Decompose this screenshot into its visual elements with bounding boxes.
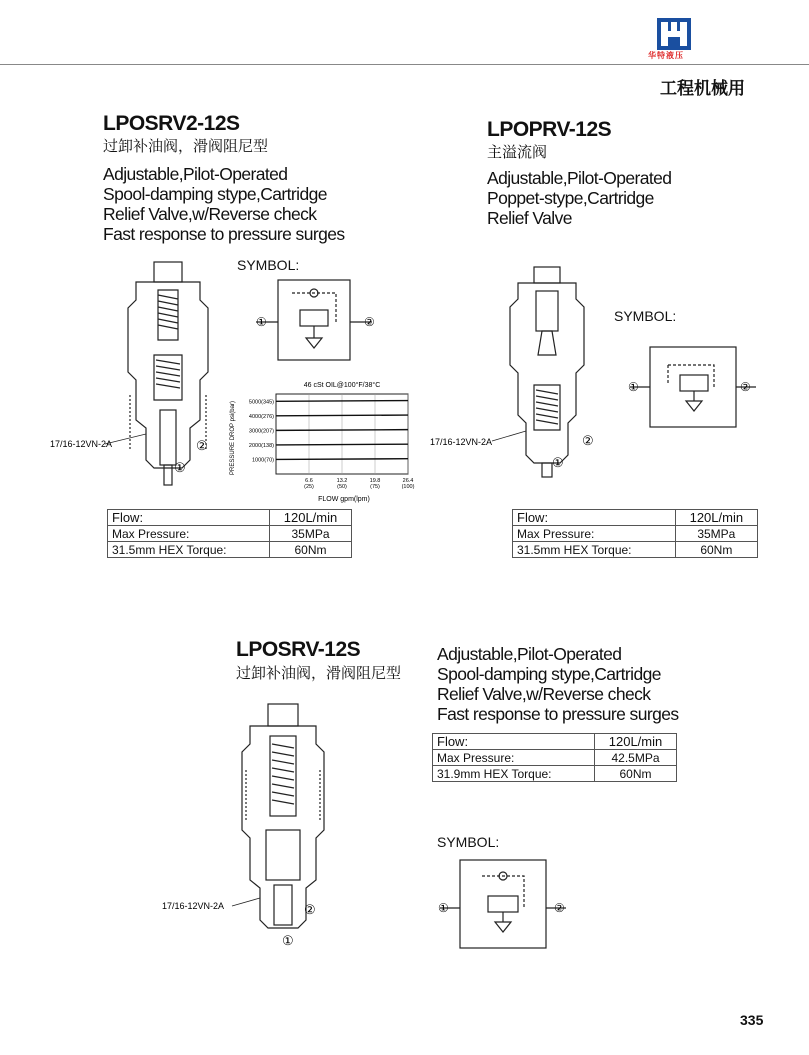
port-1-label: ① xyxy=(552,455,564,470)
product2-name-cn: 主溢流阀 xyxy=(487,144,548,161)
spec-row xyxy=(108,510,352,526)
chart-series-line xyxy=(276,415,408,416)
spec-row xyxy=(433,734,677,750)
spec-value: 60Nm xyxy=(675,542,757,558)
product2-valve-drawing xyxy=(430,265,600,480)
desc-line: Relief Valve,w/Reverse check xyxy=(437,684,651,704)
y-tick-label: 3000(207) xyxy=(248,428,274,435)
spec-label: Flow: xyxy=(433,734,595,750)
product1-symbol-label: SYMBOL: xyxy=(237,257,300,273)
x-tick-label: 6.6 xyxy=(305,478,313,484)
product1-description xyxy=(103,164,344,244)
x-tick-sublabel: (100) xyxy=(401,484,415,490)
port-1-label: ① xyxy=(256,315,267,329)
port-2-label: ② xyxy=(582,433,594,448)
thread-label: 17/16-12VN-2A xyxy=(50,439,113,449)
y-tick-label: 4000(276) xyxy=(248,413,274,420)
x-tick-sublabel: (50) xyxy=(337,484,347,490)
desc-line: Fast response to pressure surges xyxy=(103,224,345,244)
product3-model: LPOSRV-12S xyxy=(236,638,361,661)
chart-series-line xyxy=(276,459,408,460)
product3-spec-table xyxy=(432,733,677,782)
port-2-label: ② xyxy=(304,902,316,917)
product1-spec-table xyxy=(107,509,352,558)
product3-name-cn: 过卸补油阀，滑阀阻尼型 xyxy=(236,665,402,682)
spec-label: 31.5mm HEX Torque: xyxy=(108,542,270,558)
product1-name-cn: 过卸补油阀，滑阀阻尼型 xyxy=(103,138,269,155)
spec-row xyxy=(433,750,677,766)
spec-value: 35MPa xyxy=(675,526,757,542)
spec-row xyxy=(433,766,677,782)
port-2-label: ② xyxy=(196,438,208,453)
spec-value: 35MPa xyxy=(270,526,352,542)
x-tick-label: 13.2 xyxy=(336,478,348,484)
desc-line: Poppet-stype,Cartridge xyxy=(487,188,654,208)
product2-spec-table xyxy=(512,509,758,558)
spec-row xyxy=(513,510,758,526)
desc-line: Spool-damping stype,Cartridge xyxy=(103,184,327,204)
product2-symbol xyxy=(628,345,760,431)
x-tick-label: 26.4 xyxy=(402,478,414,484)
product3-description xyxy=(437,644,678,724)
product1-model: LPOSRV2-12S xyxy=(103,112,240,135)
page-number: 335 xyxy=(740,1012,764,1028)
port-1-label: ① xyxy=(282,933,294,948)
spec-value: 60Nm xyxy=(595,766,677,782)
port-2-label: ② xyxy=(554,901,565,915)
spec-label: Max Pressure: xyxy=(513,526,676,542)
spec-label: 31.5mm HEX Torque: xyxy=(513,542,676,558)
header-divider xyxy=(0,64,809,65)
company-logo xyxy=(657,18,691,50)
y-tick-label: 5000(345) xyxy=(248,399,274,406)
spec-row xyxy=(513,542,758,558)
product2-symbol-label: SYMBOL: xyxy=(614,308,677,324)
desc-line: Adjustable,Pilot-Operated xyxy=(437,644,622,664)
port-2-label: ② xyxy=(740,380,751,394)
thread-label: 17/16-12VN-2A xyxy=(162,901,225,911)
desc-line: Relief Valve xyxy=(487,208,572,228)
desc-line: Adjustable,Pilot-Operated xyxy=(103,164,288,184)
chart-title: 46 cSt OIL@100°F/38°C xyxy=(303,382,381,389)
product1-valve-drawing xyxy=(50,260,230,490)
port-1-label: ① xyxy=(174,460,186,475)
spec-row xyxy=(513,526,758,542)
spec-value: 60Nm xyxy=(270,542,352,558)
spec-row xyxy=(108,542,352,558)
chart-ylabel: PRESSURE DROP psi(bar) xyxy=(230,401,236,475)
pressure-drop-chart xyxy=(226,378,416,504)
spec-label: 31.9mm HEX Torque: xyxy=(433,766,595,782)
desc-line: Fast response to pressure surges xyxy=(437,704,679,724)
product2-description xyxy=(487,168,671,228)
section-title: 工程机械用 xyxy=(660,79,745,98)
product2-model: LPOPRV-12S xyxy=(487,118,612,141)
desc-line: Spool-damping stype,Cartridge xyxy=(437,664,661,684)
spec-value: 42.5MPa xyxy=(595,750,677,766)
product1-symbol xyxy=(252,278,380,364)
x-tick-sublabel: (25) xyxy=(304,484,314,490)
spec-value: 120L/min xyxy=(270,510,352,526)
y-tick-label: 1000(70) xyxy=(251,457,274,464)
spec-label: Max Pressure: xyxy=(108,526,270,542)
chart-series-line xyxy=(276,430,408,431)
chart-series-line xyxy=(276,444,408,445)
product3-symbol-label: SYMBOL: xyxy=(437,834,500,850)
spec-label: Flow: xyxy=(513,510,676,526)
spec-label: Max Pressure: xyxy=(433,750,595,766)
desc-line: Adjustable,Pilot-Operated xyxy=(487,168,672,188)
port-2-label: ② xyxy=(364,315,375,329)
x-tick-sublabel: (75) xyxy=(370,484,380,490)
spec-label: Flow: xyxy=(108,510,270,526)
thread-label: 17/16-12VN-2A xyxy=(430,437,493,447)
desc-line: Relief Valve,w/Reverse check xyxy=(103,204,317,224)
port-1-label: ① xyxy=(438,901,449,915)
product3-valve-drawing xyxy=(160,700,335,950)
spec-value: 120L/min xyxy=(675,510,757,526)
y-tick-label: 2000(138) xyxy=(248,442,274,449)
spec-row xyxy=(108,526,352,542)
chart-series-line xyxy=(276,401,408,402)
logo-text: 华特液压 xyxy=(648,51,684,60)
spec-value: 120L/min xyxy=(595,734,677,750)
chart-xlabel: FLOW gpm(lpm) xyxy=(318,496,370,503)
port-1-label: ① xyxy=(628,380,639,394)
x-tick-label: 19.8 xyxy=(369,478,381,484)
product3-symbol xyxy=(438,858,578,952)
